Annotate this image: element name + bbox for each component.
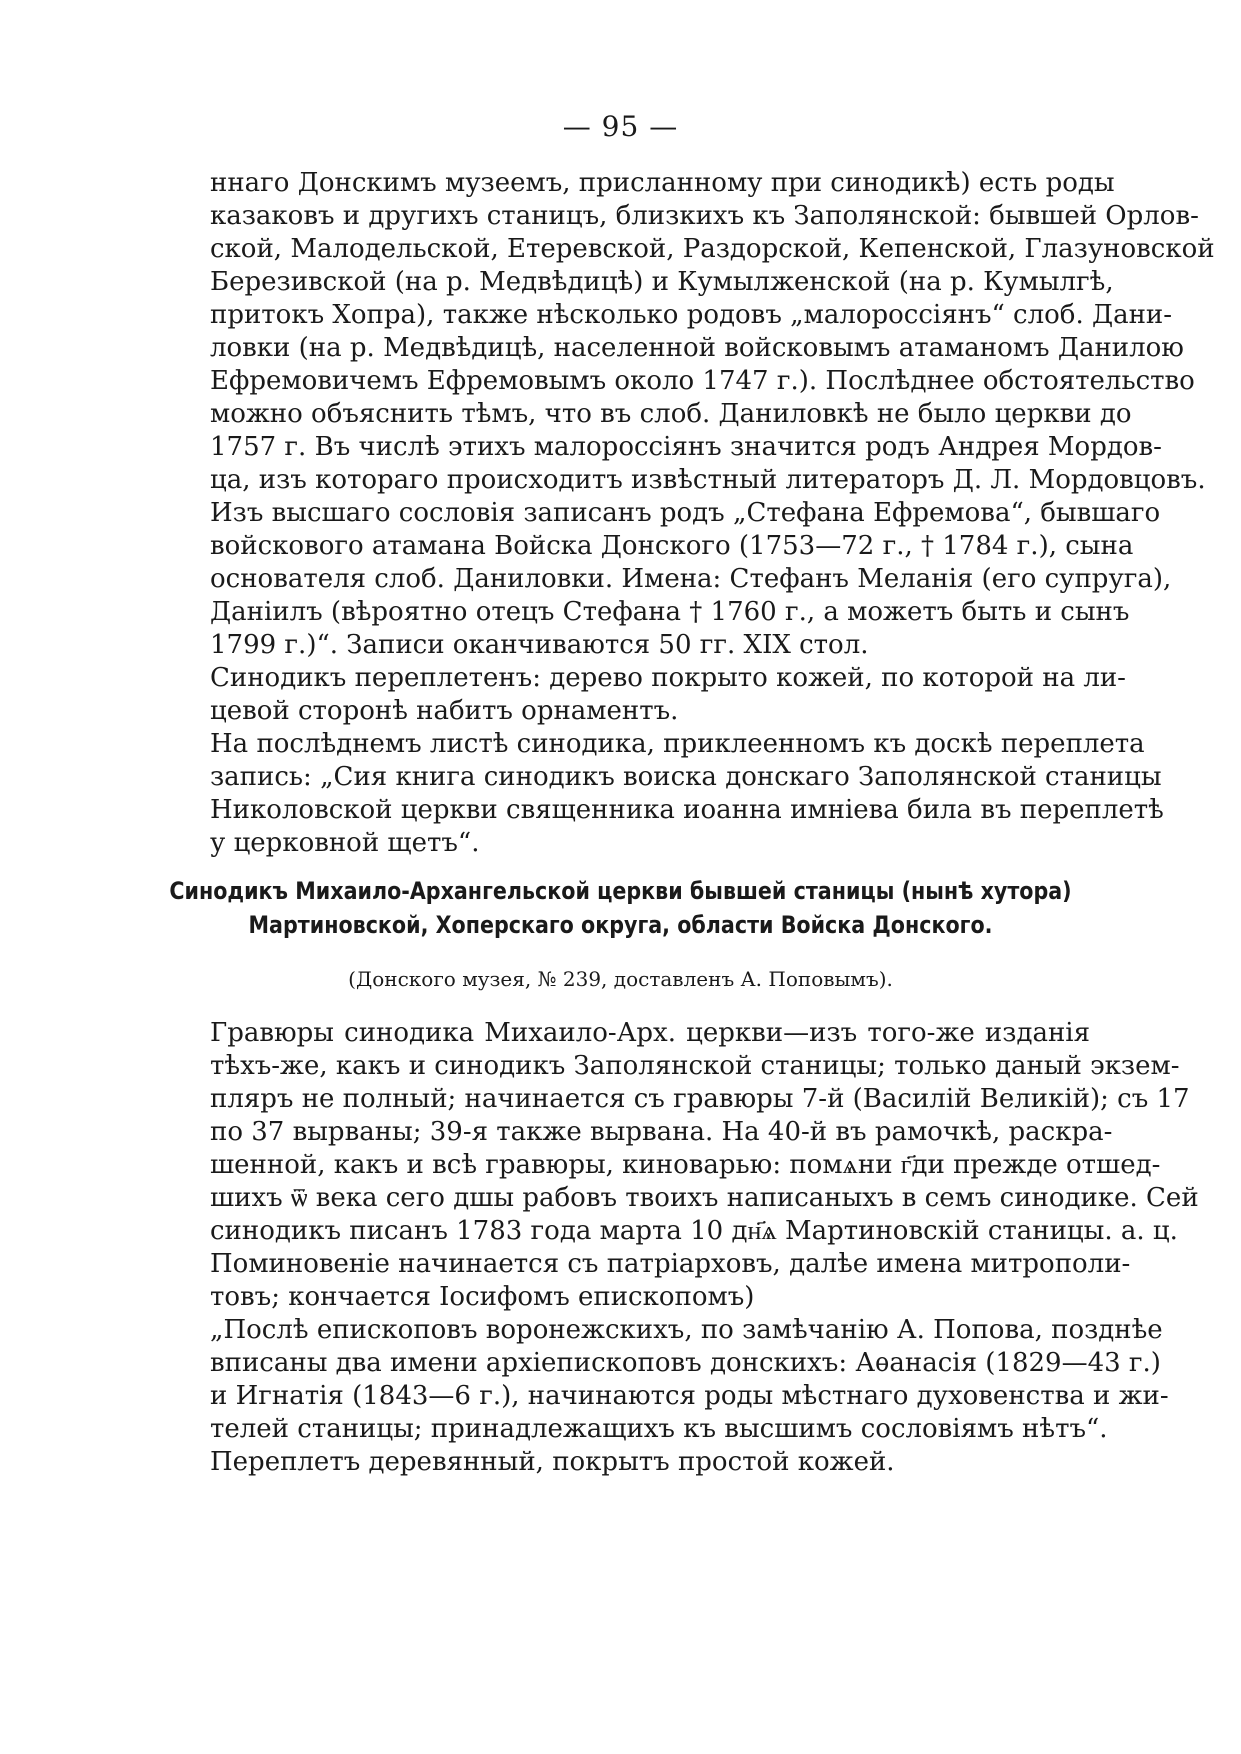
text-line: войскового атамана Войска Донского (1753—72 г., † 1784 г.), сына — [210, 531, 1134, 561]
text-line: 1757 г. Въ числѣ этихъ малороссіянъ значится родъ Андрея Мордов- — [210, 432, 1162, 462]
text-line: основателя слоб. Даниловки. Имена: Стефанъ Меланія (его супруга), — [210, 564, 1172, 594]
text-line: ннаго Донскимъ музеемъ, присланному при синодикѣ) есть роды — [210, 168, 1115, 198]
paragraph-first-line: Поминовеніе начинается съ патріарховъ, далѣе имена митрополи- — [210, 1249, 1131, 1279]
paragraph-first-line: На послѣднемъ листѣ синодика, приклеенномъ къ доскѣ переплета — [210, 729, 1145, 759]
paragraph-first-line: Изъ высшаго сословія записанъ родъ „Стефана Ефремова“, бывшаго — [210, 498, 1161, 528]
text-line: шихъ ѿ века сего дшы рабовъ твоихъ написаныхъ в семъ синодике. Сей — [210, 1183, 1199, 1213]
text-line: Даніилъ (вѣроятно отецъ Стефана † 1760 г., а можетъ быть и сынъ — [210, 597, 1130, 627]
text-line: запись: „Сия книга синодикъ воиска донскаго Заполянской станицы — [210, 762, 1162, 792]
text-line: Березивской (на р. Медвѣдицѣ) и Кумылженской (на р. Кумылгѣ, — [210, 267, 1114, 297]
text-line: ца, изъ котораго происходитъ извѣстный литераторъ Д. Л. Мордовцовъ. — [210, 465, 1206, 495]
section-subheading: (Донского музея, № 239, доставленъ А. Поповымъ). — [348, 967, 893, 991]
text-line: тѣхъ-же, какъ и синодикъ Заполянской станицы; только даный экзем- — [210, 1051, 1180, 1081]
text-line: притокъ Хопра), также нѣсколько родовъ „малороссіянъ“ слоб. Дани- — [210, 300, 1173, 330]
text-line: цевой сторонѣ набитъ орнаментъ. — [210, 696, 679, 726]
text-line: Ефремовичемъ Ефремовымъ около 1747 г.). Послѣднее обстоятельство — [210, 366, 1195, 396]
page-number: — 95 — — [562, 110, 679, 143]
text-line: пляръ не полный; начинается съ гравюры 7-й (Василій Великій); съ 17 — [210, 1084, 1190, 1114]
text-line: синодикъ писанъ 1783 года марта 10 дн҃ѧ Мартиновскій станицы. а. ц. — [210, 1216, 1178, 1246]
section-heading-line-1: Синодикъ Михаило-Архангельской церкви бывшей станицы (нынѣ хутора) — [169, 877, 1072, 905]
section-heading-line-2: Мартиновской, Хоперскаго округа, области Войска Донского. — [248, 911, 993, 939]
text-line: 1799 г.)“. Записи оканчиваются 50 гг. XIX стол. — [210, 630, 869, 660]
text-line: казаковъ и другихъ станицъ, близкихъ къ Заполянской: бывшей Орлов- — [210, 201, 1199, 231]
text-line: шенной, какъ и всѣ гравюры, киноварью: помѧни г҃ди прежде отшед- — [210, 1150, 1161, 1180]
text-line: по 37 вырваны; 39-я также вырвана. На 40-й въ рамочкѣ, раскра- — [210, 1117, 1113, 1147]
paragraph-first-line: „Послѣ епископовъ воронежскихъ, по замѣчанію А. Попова, позднѣе — [210, 1315, 1163, 1345]
text-line: ловки (на р. Медвѣдицѣ, населенной войсковымъ атаманомъ Данилою — [210, 333, 1184, 363]
text-line: Николовской церкви священника иоанна имніева била въ переплетѣ — [210, 795, 1164, 825]
paragraph-first-line: Переплетъ деревянный, покрытъ простой кожей. — [210, 1447, 895, 1477]
text-line: телей станицы; принадлежащихъ къ высшимъ сословіямъ нѣтъ“. — [210, 1414, 1108, 1444]
text-line: можно объяснить тѣмъ, что въ слоб. Даниловкѣ не было церкви до — [210, 399, 1132, 429]
text-line: товъ; кончается Іосифомъ епископомъ) — [210, 1282, 755, 1312]
text-line: вписаны два имени архіепископовъ донскихъ: Аѳанасія (1829—43 г.) — [210, 1348, 1161, 1378]
text-line: и Игнатія (1843—6 г.), начинаются роды мѣстнаго духовенства и жи- — [210, 1381, 1169, 1411]
paragraph-first-line: Гравюры синодика Михаило-Арх. церкви—изъ того-же изданія — [210, 1018, 1090, 1048]
text-line: у церковной щетъ“. — [210, 828, 480, 858]
paragraph-first-line: Синодикъ переплетенъ: дерево покрыто кожей, по которой на ли- — [210, 663, 1126, 693]
text-line: ской, Малодельской, Етеревской, Раздорской, Кепенской, Глазуновской — [210, 234, 1215, 264]
